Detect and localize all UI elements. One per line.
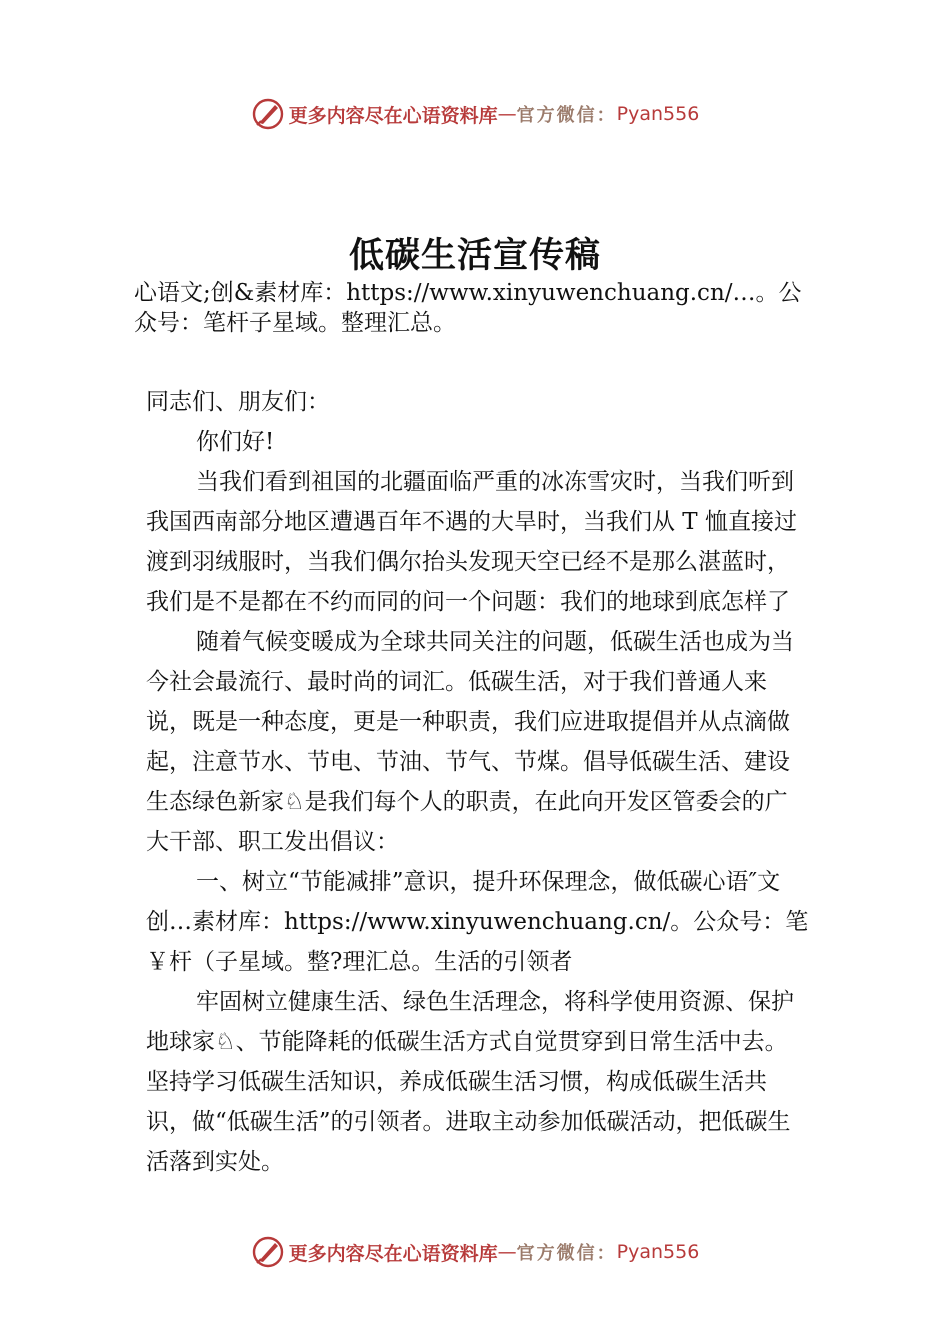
banner-main-text: 更多内容尽在心语资料库	[288, 1242, 498, 1265]
paragraph: 你们好!	[196, 429, 275, 455]
footer-banner	[0, 1232, 950, 1272]
paragraph: 牢固树立健康生活、绿色生活理念，将科学使用资源、保护地球家♘、节能降耗的低碳生活方式自觉贯穿到日常生活中去。坚持学习低碳生活知识，养成低碳生活习惯，构成低碳生活共识，做“低碳生活”的引领者。进取主动参加低碳活动，把低碳生活落到实处。	[146, 989, 794, 1175]
source-line: 心语文;创&素材库：https://www.xinyuwenchuang.cn/…。公众号：笔杆子星域。整理汇总。	[134, 280, 802, 336]
banner-dash: —	[497, 103, 517, 125]
document-body	[146, 382, 810, 1182]
paragraph: 一、树立“节能减排”意识，提升环保理念，做低碳心语″文创…素材库：https://www.xinyuwenchuang.cn/。公众号：笔￥杆（子星域。整?理汇总。生活的引领者	[146, 869, 809, 975]
header-banner	[0, 94, 950, 134]
paragraph: 随着气候变暖成为全球共同关注的问题，低碳生活也成为当今社会最流行、最时尚的词汇。低碳生活，对于我们普通人来说，既是一种态度，更是一种职责，我们应进取提倡并从点滴做起，注意节水、节电、节油、节气、节煤。倡导低碳生活、建设生态绿色新家♘是我们每个人的职责，在此向开发区管委会的广大干部、职工发出倡议：	[146, 629, 794, 855]
quill-pen-logo-icon	[251, 97, 285, 131]
banner-wechat-id: Pyan556	[616, 1241, 700, 1263]
document-title: 低碳生活宣传稿	[348, 235, 601, 276]
salutation: 同志们、朋友们：	[146, 389, 330, 415]
banner-dash: —	[497, 1241, 517, 1263]
banner-main-text: 更多内容尽在心语资料库	[288, 104, 498, 127]
banner-wechat-label: 官方微信：	[516, 1243, 617, 1264]
banner-wechat-id: Pyan556	[616, 103, 700, 125]
paragraph: 当我们看到祖国的北疆面临严重的冰冻雪灾时，当我们听到我国西南部分地区遭遇百年不遇的大旱时，当我们从 T 恤直接过渡到羽绒服时，当我们偶尔抬头发现天空已经不是那么湛蓝时，我们是不是都在不约而同的问一个问题：我们的地球到底怎样了	[146, 469, 797, 615]
quill-pen-logo-icon	[251, 1235, 285, 1269]
banner-wechat-label: 官方微信：	[516, 105, 617, 126]
